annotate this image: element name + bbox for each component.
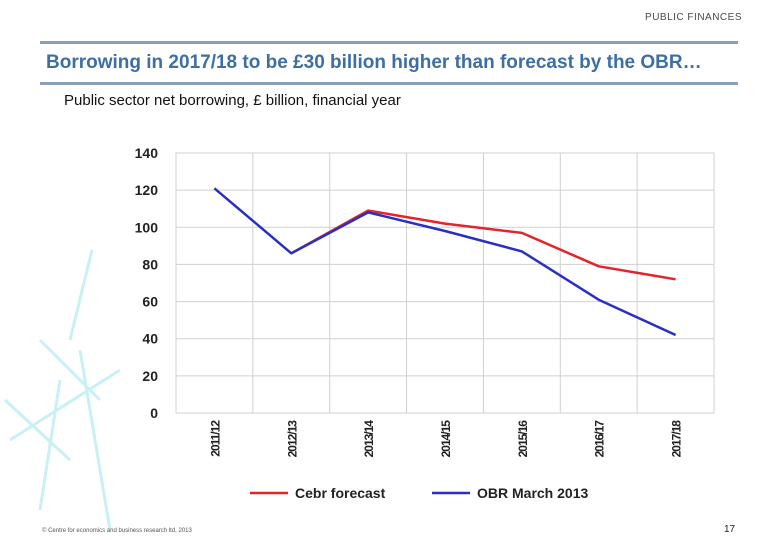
- page-number: 17: [724, 524, 736, 535]
- y-tick-label: 20: [142, 367, 158, 384]
- chart-subtitle: Public sector net borrowing, £ billion, financial year: [64, 92, 401, 109]
- x-tick-label: 2015/16: [515, 421, 530, 458]
- x-tick-label: 2017/18: [669, 421, 684, 458]
- section-label: PUBLIC FINANCES: [645, 12, 742, 23]
- plot-area: [176, 153, 714, 413]
- x-tick-label: 2014/15: [439, 421, 453, 458]
- legend-label: Cebr forecast: [295, 485, 386, 501]
- y-tick-label: 60: [142, 293, 158, 310]
- y-tick-label: 140: [134, 145, 158, 161]
- copyright-notice: © Centre for economics and business research ltd, 2013: [42, 528, 192, 534]
- x-tick-label: 2011/12: [208, 421, 223, 457]
- y-tick-label: 80: [142, 256, 158, 273]
- y-tick-label: 120: [134, 182, 158, 199]
- y-tick-label: 0: [150, 405, 158, 421]
- x-tick-label: 2012/13: [285, 421, 300, 458]
- y-tick-label: 40: [142, 330, 158, 347]
- series-line-1: [214, 188, 675, 335]
- x-tick-label: 2016/17: [592, 421, 607, 458]
- y-tick-label: 100: [134, 219, 158, 236]
- slide-title: Borrowing in 2017/18 to be £30 billion higher than forecast by the OBR…: [46, 52, 702, 73]
- x-tick-label: 2013/14: [362, 421, 377, 458]
- legend-label: OBR March 2013: [477, 485, 589, 501]
